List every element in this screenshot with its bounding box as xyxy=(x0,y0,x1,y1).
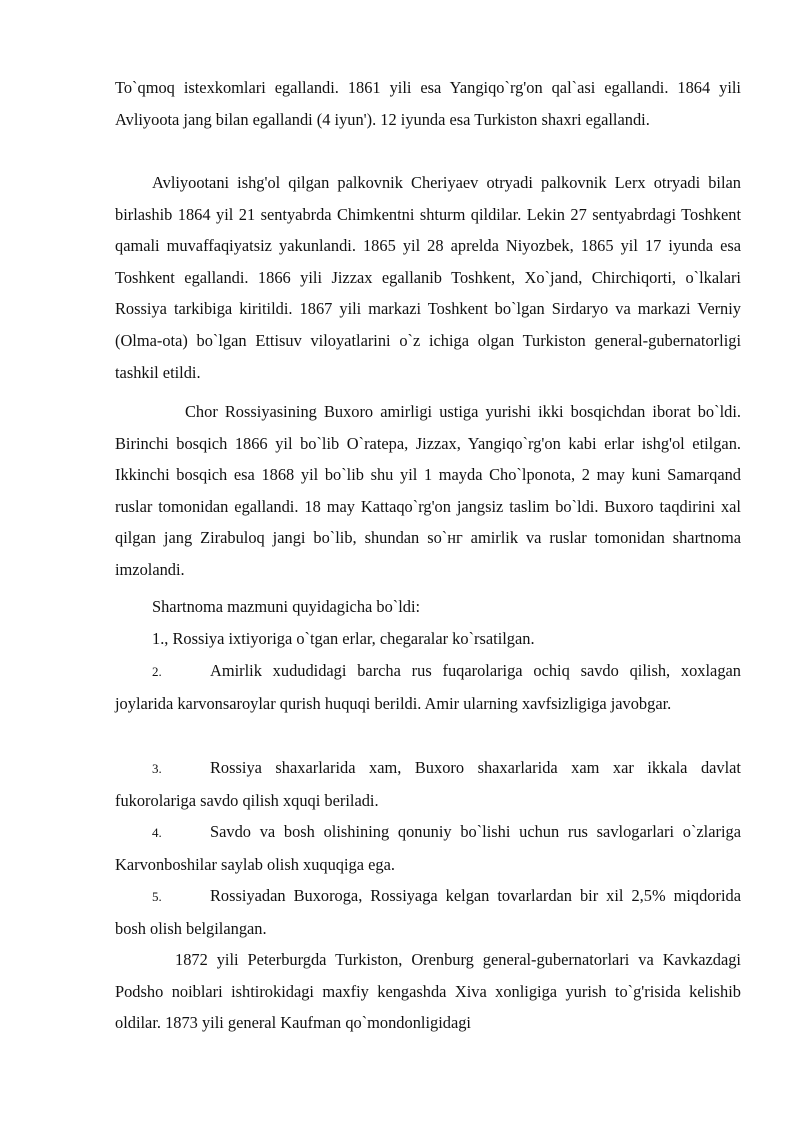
list-number: 3. xyxy=(152,761,162,776)
paragraph-6: 1872 yili Peterburgda Turkiston, Orenburg general-gubernatorlari va Kavkazdagi Podsho noiblari ishtirokidagi maxfiy kengashda Xiva xonligiga yurish to`g'risida kelishib oldilar. 1873 yili general Kaufman qo`mondonligidagi xyxy=(115,950,741,1033)
list-number: 4. xyxy=(152,825,162,840)
list-item-3 xyxy=(115,752,741,816)
list-item-2 xyxy=(115,655,741,719)
paragraph-3: Chor Rossiyasining Buxoro amirligi ustiga yurishi ikki bosqichdan iborat bo`ldi. Birinchi bosqich 1866 yil bo`lib O`ratepa, Jizzax, Yangiqo`rg'on kabi erlar ishg'ol etilgan. Ikkinchi bosqich esa 1868 yil bo`lib shu yil 1 mayda Cho`lponota, 2 may kuni Samarqand ruslar tomonidan egallandi. 18 may Kattaqo`rg'on jangsiz taslim bo`ldi. Buxoro taqdirini xal qilgan jang Zirabuloq jangi bo`lib, shundan so`нг amirlik va ruslar tomonidan shartnoma imzolandi. xyxy=(115,402,741,579)
list-text: Savdo va bosh olishining qonuniy bo`lishi uchun rus savlogarlari o`zlariga Karvonboshilar saylab olish xuquqiga ega. xyxy=(115,822,741,874)
list-item-1: 1., Rossiya ixtiyoriga o`tgan erlar, chegaralar ko`rsatilgan. xyxy=(152,629,535,648)
list-number: 5. xyxy=(152,889,162,904)
list-text: Amirlik xududidagi barcha rus fuqarolariga ochiq savdo qilish, xoxlagan joylarida karvonsaroylar qurish huquqi berildi. Amir ularning xavfsizligiga javobgar. xyxy=(115,661,741,713)
paragraph-1: To`qmoq istexkomlari egallandi. 1861 yili esa Yangiqo`rg'on qal`asi egallandi. 1864 yili Avliyoota jang bilan egallandi (4 iyun'). 12 iyunda esa Turkiston shaxri egallandi. xyxy=(115,78,741,129)
list-number: 2. xyxy=(152,664,162,679)
list-item-4 xyxy=(115,816,741,880)
list-item-5 xyxy=(115,880,741,944)
list-text: Rossiyadan Buxoroga, Rossiyaga kelgan tovarlardan bir xil 2,5% miqdorida bosh olish belgilangan. xyxy=(115,886,741,938)
paragraph-2: Avliyootani ishg'ol qilgan palkovnik Cheriyaev otryadi palkovnik Lerx otryadi bilan birlashib 1864 yil 21 sentyabrda Chimkentni shturm qildilar. Lekin 27 sentyabrdagi Toshkent qamali muvaffaqiyatsiz yakunlandi. 1865 yil 28 aprelda Niyozbek, 1865 yil 17 iyunda esa Toshkent egallandi. 1866 yili Jizzax egallanib Toshkent, Xo`jand, Chirchiqorti, o`lkalari Rossiya tarkibiga kiritildi. 1867 yili markazi Toshkent bo`lgan Sirdaryo va markazi Verniy (Olma-ota) bo`lgan Ettisuv viloyatlarini o`z ichiga olgan Turkiston general-gubernatorligi tashkil etildi. xyxy=(115,173,741,382)
list-text: Rossiya shaxarlarida xam, Buxoro shaxarlarida xam xar ikkala davlat fukorolariga savdo qilish xquqi beriladi. xyxy=(115,758,741,810)
paragraph-4: Shartnoma mazmuni quyidagicha bo`ldi: xyxy=(152,597,421,616)
